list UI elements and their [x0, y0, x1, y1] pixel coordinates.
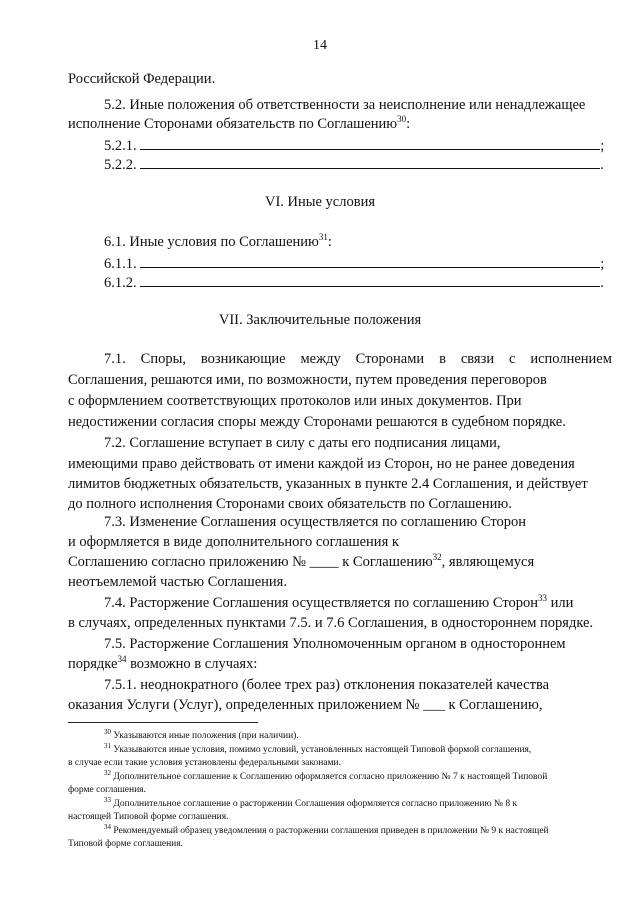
word: в: [439, 351, 446, 367]
word: с: [509, 351, 516, 367]
paragraph-7-4-line2: в случаях, определенных пунктами 7.5. и 7.6 Соглашения, в одностороннем порядке.: [68, 615, 594, 631]
item-5-2-1: 5.2.1. ;: [104, 138, 605, 154]
word: 7.1.: [104, 351, 126, 367]
paragraph-7-2-line4: до полного исполнения Сторонами своих обязательств по Соглашению.: [68, 496, 512, 512]
item-6-1-2: 6.1.2. .: [104, 275, 604, 291]
word: исполнением: [530, 351, 612, 367]
footnote-32-cont: форме соглашения.: [68, 785, 146, 795]
paragraph-7-1-line3: с оформлением соответствующих протоколов или иных документов. При: [68, 393, 522, 409]
paragraph-7-2-line1: 7.2. Соглашение вступает в силу с даты его подписания лицами,: [104, 435, 501, 451]
footnote-34: $^{34}$ Рекомендуемый образец уведомления о расторжении соглашения приведен в приложении № 9 к настоящей: [104, 822, 549, 836]
item-6-1-1: 6.1.1. ;: [104, 256, 605, 272]
footnote-separator: [68, 722, 258, 723]
paragraph-7-2-line2: имеющими право действовать от имени каждой из Сторон, но не ранее доведения: [68, 456, 575, 472]
paragraph-7-5-1-line1: 7.5.1. неоднократного (более трех раз) отклонения показателей качества: [104, 677, 550, 693]
paragraph-7-1-line1: [104, 350, 612, 368]
paragraph-7-5-1-line2: оказания Услуги (Услуг), определенных приложением № ___ к Соглашению,: [68, 697, 543, 713]
paragraph-7-1-line4: недостижении согласия споры между Сторонами решаются в судебном порядке.: [68, 414, 566, 430]
item-5-2-2: 5.2.2. .: [104, 157, 604, 173]
paragraph-7-1-line2: Соглашения, решаются ими, по возможности, путем проведения переговоров: [68, 372, 547, 388]
word: Споры,: [140, 351, 186, 367]
word: возникающие: [200, 351, 286, 367]
paragraph-7-4-line1: 7.4. Расторжение Соглашения осуществляется по соглашению Сторон$^{33}$ или: [104, 593, 574, 611]
footnote-31-cont: в случае если такие условия установлены федеральными законами.: [68, 758, 341, 768]
paragraph-7-2-line3: лимитов бюджетных обязательств, указанных в пункте 2.4 Соглашения, и действует: [68, 476, 588, 492]
footnote-33-cont: настоящей Типовой форме соглашения.: [68, 812, 229, 822]
paragraph-5-2-cont: исполнение Сторонами обязательств по Соглашению$^{30}$:: [68, 114, 411, 132]
paragraph-7-5-line2: порядке$^{34}$ возможно в случаях:: [68, 654, 258, 672]
footnote-32: $^{32}$ Дополнительное соглашение к Соглашению оформляется согласно приложению № 7 к настоящей Типовой: [104, 768, 548, 782]
paragraph-7-3-line1: 7.3. Изменение Соглашения осуществляется по соглашению Сторон: [104, 514, 526, 530]
fill-line: [140, 155, 600, 169]
continuation-line: Российской Федерации.: [68, 71, 216, 87]
page-number: 14: [313, 38, 327, 53]
fill-line: [140, 273, 600, 287]
fill-line: [140, 136, 600, 150]
section-heading-7: VII. Заключительные положения: [218, 312, 422, 328]
paragraph-6-1: 6.1. Иные условия по Соглашению$^{31}$:: [104, 232, 332, 250]
footnote-33: $^{33}$ Дополнительное соглашение о расторжении Соглашения оформляется согласно приложению № 8 к: [104, 795, 518, 809]
word: Сторонами: [355, 351, 425, 367]
footnote-34-cont: Типовой форме соглашения.: [68, 839, 184, 849]
paragraph-7-3-line3: Соглашению согласно приложению № ____ к Соглашению$^{32}$, являющемуся: [68, 552, 535, 570]
footnote-31: $^{31}$ Указываются иные условия, помимо условий, установленных настоящей Типовой формой соглашения,: [104, 741, 532, 755]
section-heading-6: VI. Иные условия: [264, 194, 376, 210]
word: связи: [460, 351, 495, 367]
paragraph-5-2: 5.2. Иные положения об ответственности за неисполнение или ненадлежащее: [104, 97, 586, 113]
paragraph-7-5-line1: 7.5. Расторжение Соглашения Уполномоченным органом в одностороннем: [104, 636, 566, 652]
paragraph-7-3-line2: и оформляется в виде дополнительного соглашения к: [68, 534, 399, 550]
paragraph-7-3-line4: неотъемлемой частью Соглашения.: [68, 574, 287, 590]
fill-line: [140, 254, 600, 268]
word: между: [300, 351, 341, 367]
footnote-30: $^{30}$ Указываются иные положения (при наличии).: [104, 727, 299, 741]
